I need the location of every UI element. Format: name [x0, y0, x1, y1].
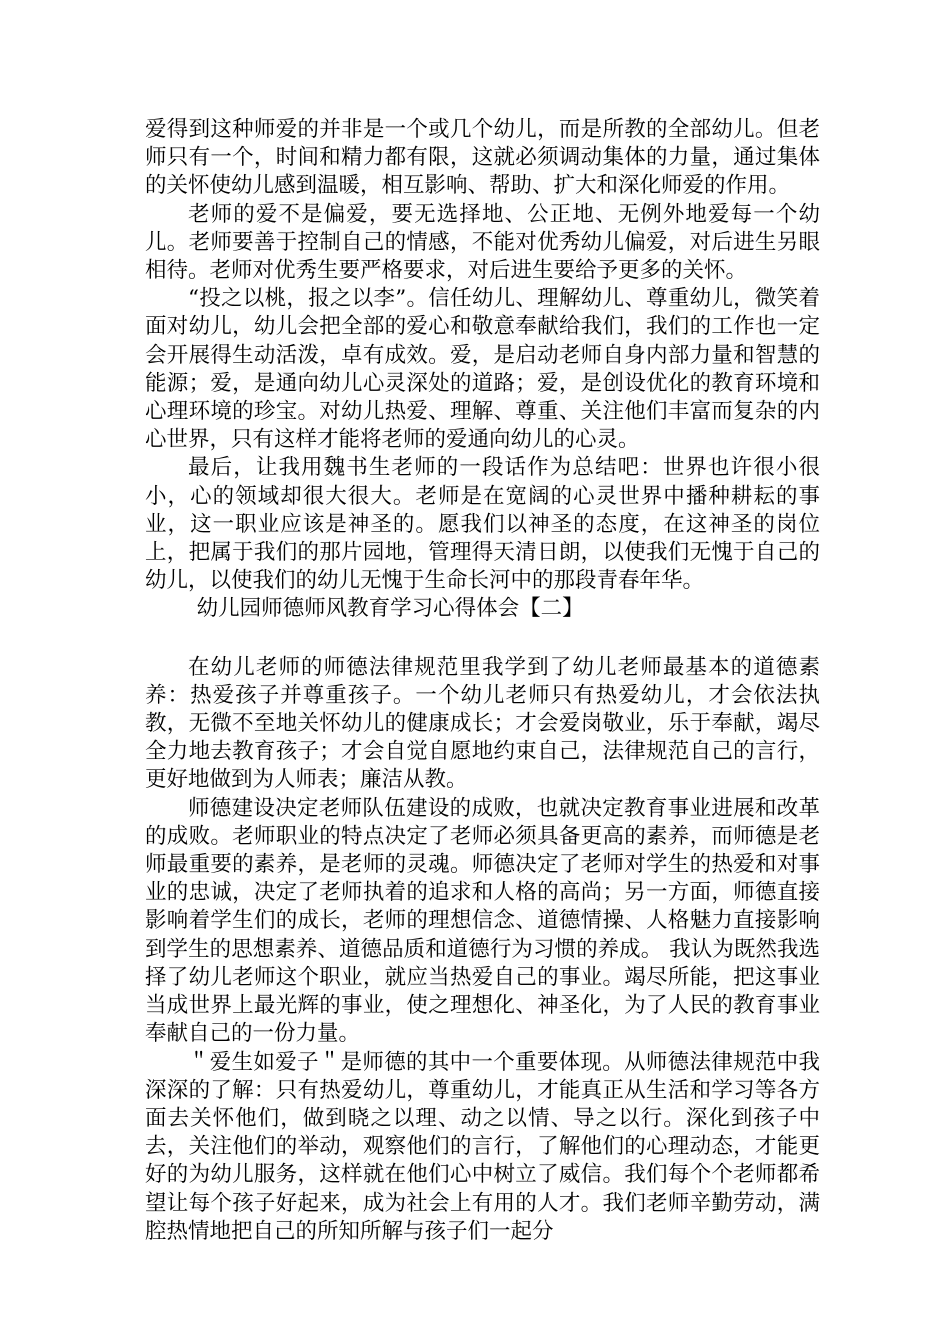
paragraph: 老师的爱不是偏爱，要无选择地、公正地、无例外地爱每一个幼儿。老师要善于控制自己的情感，不能对优秀幼儿偏爱，对后进生另眼相待。老师对优秀生要严格要求，对后进生要给予更多的关怀。 [145, 201, 820, 284]
paragraph: 最后，让我用魏书生老师的一段话作为总结吧：世界也许很小很小，心的领域却很大很大。老师是在宽阔的心灵世界中播种耕耘的事业，这一职业应该是神圣的。愿我们以神圣的态度，在这神圣的岗位上，把属于我们的那片园地，管理得天清日朗，以使我们无愧于自己的幼儿，以使我们的幼儿无愧于生命长河中的那段青春年华。 [145, 455, 820, 594]
blank-line [145, 624, 820, 654]
paragraph: 师德建设决定老师队伍建设的成败，也就决定教育事业进展和改革的成败。老师职业的特点决定了老师必须具备更高的素养，而师德是老师最重要的素养，是老师的灵魂。师德决定了老师对学生的热爱和对事业的忠诚，决定了老师执着的追求和人格的高尚；另一方面，师德直接影响着学生们的成长，老师的理想信念、道德情操、人格魅力直接影响到学生的思想素养、道德品质和道德行为习惯的养成。 我认为既然我选择了幼儿老师这个职业，就应当热爱自己的事业。竭尽所能，把这事业当成世界上最光辉的事业，使之理想化、神圣化，为了人民的教育事业奉献自己的一份力量。 [145, 795, 820, 1047]
section-heading: 幼儿园师德师风教育学习心得体会【二】 [196, 596, 584, 622]
paragraph-continued: 爱得到这种师爱的并非是一个或几个幼儿，而是所教的全部幼儿。但老师只有一个，时间和精力都有限，这就必须调动集体的力量，通过集体的关怀使幼儿感到温暖，相互影响、帮助、扩大和深化师爱的作用。 [145, 117, 820, 199]
paragraph: “投之以桃，报之以李”。信任幼儿、理解幼儿、尊重幼儿，微笑着面对幼儿，幼儿会把全部的爱心和敬意奉献给我们，我们的工作也一定会开展得生动活泼，卓有成效。爱，是启动老师自身内部力量和智慧的能源；爱，是通向幼儿心灵深处的道路；爱，是创设优化的教育环境和心理环境的珍宝。对幼儿热爱、理解、尊重、关注他们丰富而复杂的内心世界，只有这样才能将老师的爱通向幼儿的心灵。 [145, 286, 820, 453]
document-body [145, 116, 820, 1246]
paragraph: ＂爱生如爱子＂是师德的其中一个重要体现。从师德法律规范中我深深的了解：只有热爱幼儿，尊重幼儿，才能真正从生活和学习等各方面去关怀他们，做到晓之以理、动之以情、导之以行。深化到孩子中去，关注他们的举动，观察他们的言行，了解他们的心理动态，才能更好的为幼儿服务，这样就在他们心中树立了威信。我们每个个老师都希望让每个孩子好起来，成为社会上有用的人才。我们老师辛勤劳动，满腔热情地把自己的所知所解与孩子们一起分 [145, 1049, 820, 1244]
paragraph: 在幼儿老师的师德法律规范里我学到了幼儿老师最基本的道德素养：热爱孩子并尊重孩子。一个幼儿老师只有热爱幼儿，才会依法执教，无微不至地关怀幼儿的健康成长；才会爱岗敬业，乐于奉献，竭尽全力地去教育孩子；才会自觉自愿地约束自己，法律规范自己的言行，更好地做到为人师表；廉洁从教。 [145, 654, 820, 793]
